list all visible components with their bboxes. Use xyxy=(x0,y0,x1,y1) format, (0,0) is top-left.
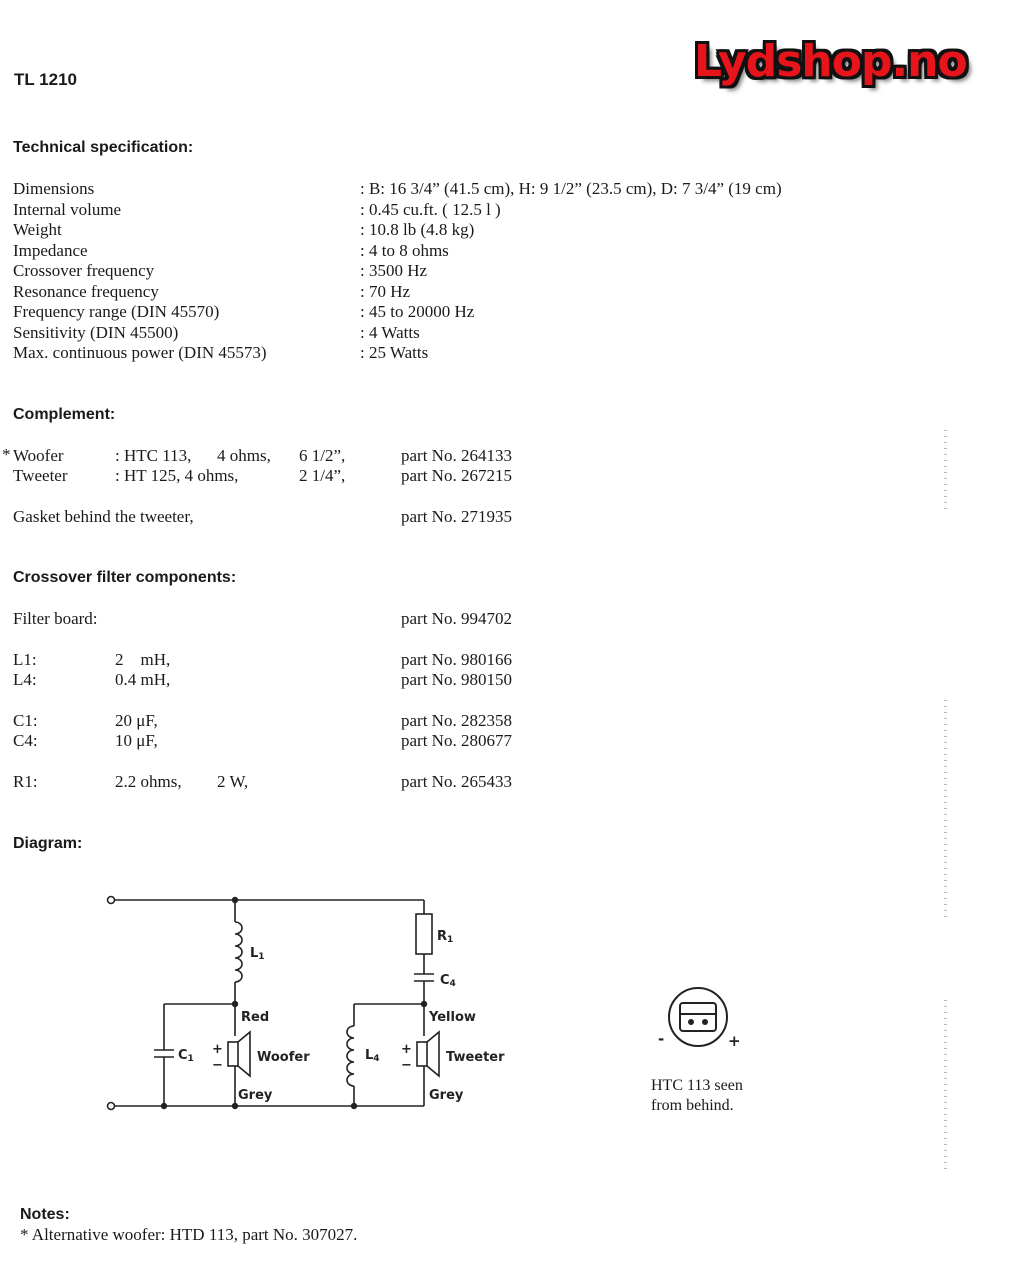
document-title: TL 1210 xyxy=(14,70,78,89)
label-tweeter: Tweeter xyxy=(446,1050,505,1065)
scan-artifact xyxy=(944,700,947,920)
tweeter-symbol xyxy=(427,1032,439,1076)
label-r1: R1 xyxy=(437,929,454,945)
woofer-plus: + xyxy=(212,1042,223,1057)
driver-ohms: 4 ohms, xyxy=(217,446,271,465)
driver-rear-view xyxy=(669,988,727,1046)
spec-value: : 10.8 lb (4.8 kg) xyxy=(360,220,475,239)
terminal-minus xyxy=(688,1019,694,1025)
spec-value: : 70 Hz xyxy=(360,282,411,301)
component-part: part No. 282358 xyxy=(401,711,512,730)
spec-label: Impedance xyxy=(13,241,88,260)
driver-name: Woofer xyxy=(13,446,64,465)
component-ref: L1: xyxy=(13,650,37,669)
spec-value: : 45 to 20000 Hz xyxy=(360,302,475,321)
component-part: part No. 280677 xyxy=(401,731,512,750)
component-ref: L4: xyxy=(13,670,37,689)
component-part: part No. 980166 xyxy=(401,650,512,669)
gasket-part: part No. 271935 xyxy=(401,507,512,526)
tweeter-plus: + xyxy=(401,1042,412,1057)
filter-board-label: Filter board: xyxy=(13,609,98,628)
spec-value: : 3500 Hz xyxy=(360,261,428,280)
spec-value: : 4 Watts xyxy=(360,323,420,342)
inductor-l1 xyxy=(235,922,242,982)
driver-part: part No. 264133 xyxy=(401,446,512,465)
driver-part: part No. 267215 xyxy=(401,466,512,485)
component-ref: R1: xyxy=(13,772,38,791)
rear-view-caption-1: HTC 113 seen xyxy=(651,1077,743,1094)
component-rating: 2 W, xyxy=(217,772,249,791)
spec-heading: Technical specification: xyxy=(13,139,194,156)
spec-label: Max. continuous power (DIN 45573) xyxy=(13,343,267,362)
spec-value: : 4 to 8 ohms xyxy=(360,241,449,260)
component-value: 20 μF, xyxy=(115,711,158,730)
component-value: 10 μF, xyxy=(115,731,158,750)
junction-dot xyxy=(232,1103,238,1109)
spec-value: : 0.45 cu.ft. ( 12.5 l ) xyxy=(360,200,501,219)
driver-name: Tweeter xyxy=(13,466,68,485)
component-part: part No. 265433 xyxy=(401,772,512,791)
component-ref: C4: xyxy=(13,731,38,750)
junction-dot xyxy=(351,1103,357,1109)
gasket-label: Gasket behind the tweeter, xyxy=(13,507,194,526)
label-grey-tweeter: Grey xyxy=(429,1088,464,1103)
label-red: Red xyxy=(241,1010,270,1025)
input-terminal-plus xyxy=(108,897,115,904)
complement-heading: Complement: xyxy=(13,406,116,423)
spec-value: : B: 16 3/4” (41.5 cm), H: 9 1/2” (23.5 cm), D: 7 3/4” (19 cm) xyxy=(360,179,782,198)
spec-label: Internal volume xyxy=(13,200,122,219)
label-woofer: Woofer xyxy=(257,1050,310,1065)
lydshop-logo[interactable]: Lydshop.no xyxy=(694,36,967,87)
component-value: 2.2 ohms, xyxy=(115,772,182,791)
driver-size: 6 1/2”, xyxy=(299,446,346,465)
rear-view-minus: - xyxy=(658,1030,665,1048)
crossover-heading: Crossover filter components: xyxy=(13,569,237,586)
junction-dot xyxy=(232,1001,238,1007)
component-value: 2 mH, xyxy=(115,650,171,669)
driver-size: 2 1/4”, xyxy=(299,466,346,485)
filter-board-part: part No. 994702 xyxy=(401,609,512,628)
spec-label: Resonance frequency xyxy=(13,282,159,301)
driver-type: : HT 125, 4 ohms, xyxy=(115,466,239,485)
notes-heading: Notes: xyxy=(20,1206,70,1223)
driver-type: : HTC 113, xyxy=(115,446,192,465)
label-c1: C1 xyxy=(178,1048,194,1064)
component-ref: C1: xyxy=(13,711,38,730)
label-l4: L4 xyxy=(365,1048,380,1064)
woofer-symbol xyxy=(238,1032,250,1076)
resistor-r1 xyxy=(416,914,432,954)
component-part: part No. 980150 xyxy=(401,670,512,689)
tweeter-minus: − xyxy=(401,1058,412,1073)
component-value: 0.4 mH, xyxy=(115,670,171,689)
terminal-plus xyxy=(702,1019,708,1025)
diagram-heading: Diagram: xyxy=(13,835,83,852)
label-grey-woofer: Grey xyxy=(238,1088,273,1103)
footnote-marker: * xyxy=(2,445,11,464)
spec-value: : 25 Watts xyxy=(360,343,429,362)
note-item: * Alternative woofer: HTD 113, part No. 307027. xyxy=(20,1225,358,1244)
spec-label: Dimensions xyxy=(13,179,95,198)
junction-dot xyxy=(421,1001,427,1007)
spec-label: Weight xyxy=(13,220,62,239)
spec-label: Frequency range (DIN 45570) xyxy=(13,302,220,321)
inductor-l4 xyxy=(347,1026,354,1086)
spec-label: Crossover frequency xyxy=(13,261,155,280)
label-l1: L1 xyxy=(250,946,265,962)
rear-view-plus: + xyxy=(728,1032,741,1050)
label-yellow: Yellow xyxy=(429,1010,476,1025)
junction-dot xyxy=(232,897,238,903)
scan-artifact xyxy=(944,1000,947,1170)
woofer-minus: − xyxy=(212,1058,223,1073)
junction-dot xyxy=(161,1103,167,1109)
spec-label: Sensitivity (DIN 45500) xyxy=(13,323,179,342)
label-c4: C4 xyxy=(440,973,456,989)
input-terminal-minus xyxy=(108,1103,115,1110)
scan-artifact xyxy=(944,430,947,510)
rear-view-caption-2: from behind. xyxy=(651,1097,734,1114)
